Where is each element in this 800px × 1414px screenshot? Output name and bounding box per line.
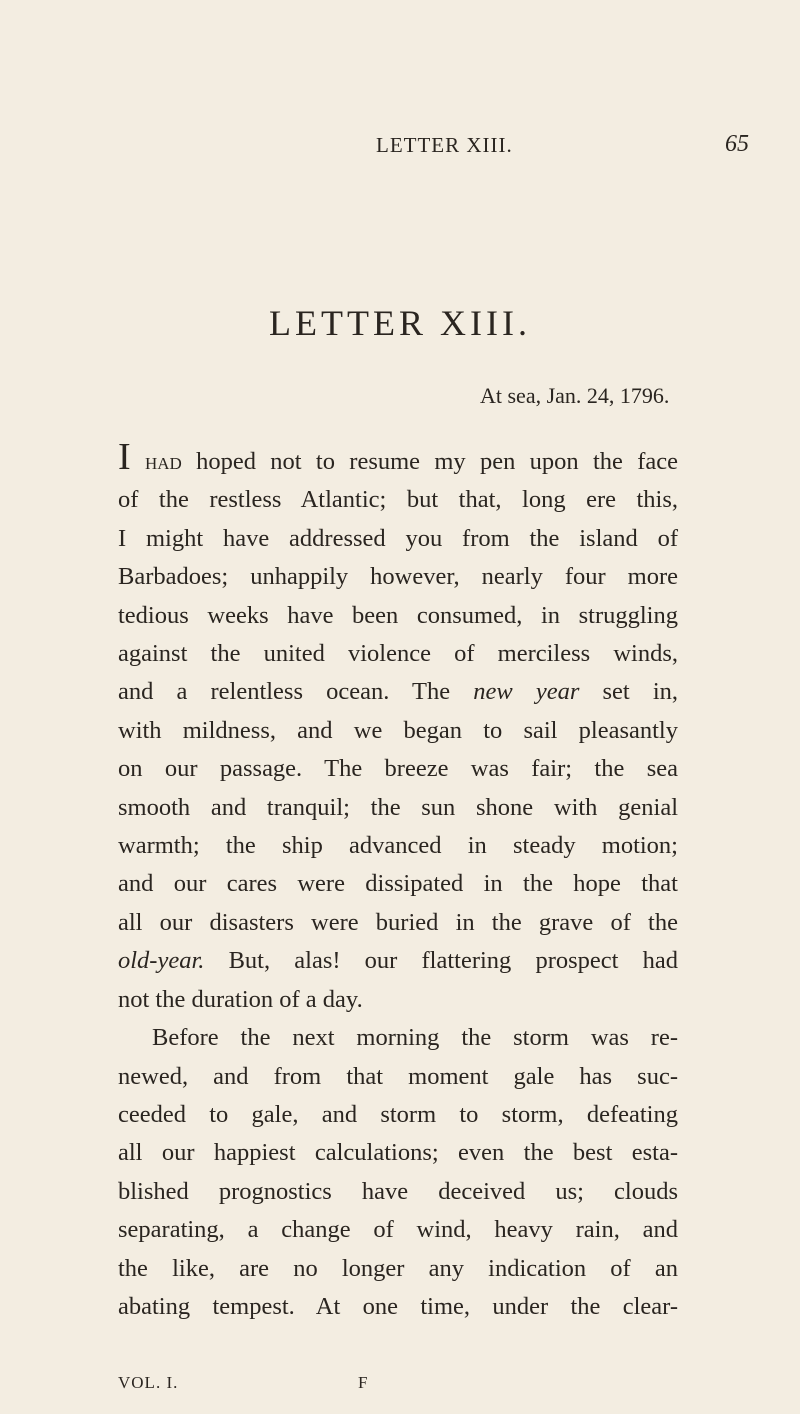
body-line: Before the next morning the storm was re- xyxy=(152,1024,678,1052)
letter-body xyxy=(118,438,678,1326)
line-text: hoped not to resume my pen upon the face xyxy=(181,448,678,475)
body-line: newed, and from that moment gale has suc- xyxy=(118,1062,678,1090)
body-line: ceeded to gale, and storm to storm, defeating xyxy=(118,1100,678,1128)
body-line: of the restless Atlantic; but that, long ere this, xyxy=(118,486,678,514)
running-head xyxy=(0,133,800,163)
body-line xyxy=(118,673,678,711)
line-text: and a relentless ocean. The xyxy=(118,678,474,706)
page-number: 65 xyxy=(725,131,749,157)
body-line: Barbadoes; unhappily however, nearly four more xyxy=(118,563,678,591)
body-line: not the duration of a day. xyxy=(118,985,363,1013)
body-line: separating, a change of wind, heavy rain, and xyxy=(118,1216,678,1244)
italic-phrase: new year xyxy=(473,678,580,706)
body-line: blished prognostics have deceived us; clouds xyxy=(118,1177,678,1205)
body-line: smooth and tranquil; the sun shone with genial xyxy=(118,793,678,821)
line-text: But, alas! our flattering prospect had xyxy=(204,947,678,975)
body-line: all our happiest calculations; even the best esta- xyxy=(118,1139,678,1167)
signature-line xyxy=(118,1373,678,1399)
line-text: set in, xyxy=(579,678,679,706)
italic-phrase: old-year. xyxy=(118,947,205,975)
dateline: At sea, Jan. 24, 1796. xyxy=(480,383,670,408)
body-line: I might have addressed you from the island of xyxy=(118,524,678,552)
body-line xyxy=(118,438,678,481)
body-line: the like, are no longer any indication of an xyxy=(118,1254,678,1282)
body-line: against the united violence of merciless winds, xyxy=(118,640,678,668)
small-caps-word: had xyxy=(144,448,182,475)
signature-mark: F xyxy=(358,1373,369,1392)
body-line: and our cares were dissipated in the hope that xyxy=(118,870,678,898)
body-line xyxy=(118,942,678,980)
letter-heading: LETTER XIII. xyxy=(269,303,531,343)
body-line: on our passage. The breeze was fair; the sea xyxy=(118,755,678,783)
body-line: all our disasters were buried in the grave of the xyxy=(118,908,678,936)
volume-mark: VOL. I. xyxy=(118,1373,179,1392)
body-line: with mildness, and we began to sail pleasantly xyxy=(118,716,678,744)
running-title: LETTER XIII. xyxy=(376,133,513,157)
drop-cap: I xyxy=(118,436,131,478)
body-line: warmth; the ship advanced in steady motion; xyxy=(118,832,678,860)
body-line: tedious weeks have been consumed, in struggling xyxy=(118,601,678,629)
body-line: abating tempest. At one time, under the clear- xyxy=(118,1292,678,1320)
